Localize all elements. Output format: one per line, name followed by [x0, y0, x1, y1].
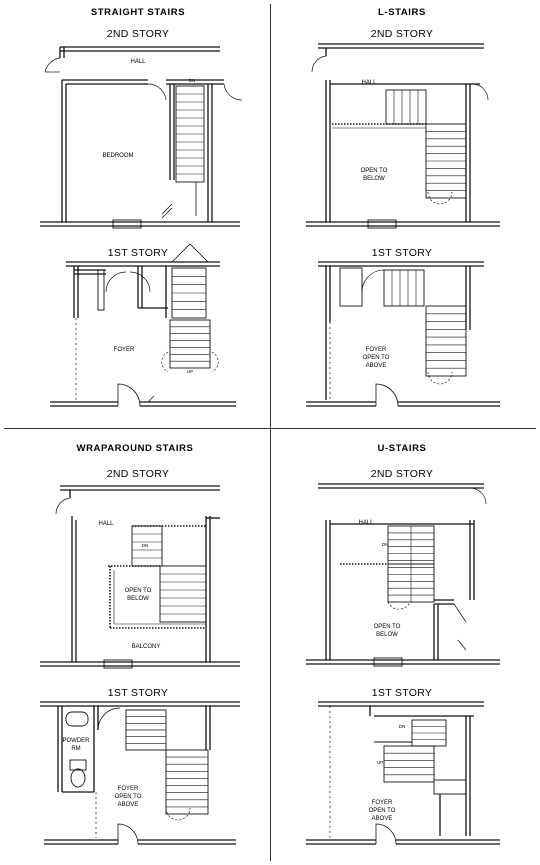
stair-treads-l-upper: [394, 90, 466, 191]
stair-treads-straight-lower: [170, 276, 210, 361]
stair-treads-straight-upper: [176, 94, 204, 174]
panel-title-straight: STRAIGHT STAIRS: [90, 7, 186, 18]
room-label-powder: POWDER: [62, 738, 90, 744]
room-label-above: ABOVE: [365, 363, 387, 369]
plan-l-upper: [306, 44, 500, 228]
story-label-u-upper: 2ND STORY: [370, 468, 434, 480]
room-label-foyer: FOYER: [371, 800, 393, 806]
room-label-hall: HALL: [358, 520, 374, 526]
room-label-rm: RM: [71, 746, 81, 752]
stair-mark-dn: DN: [398, 724, 406, 729]
plan-wrap-upper: [40, 486, 240, 668]
room-label-hall: HALL: [98, 521, 114, 527]
room-label-open-to: OPEN TO: [373, 624, 401, 630]
panel-title-u: U-STAIRS: [377, 443, 427, 454]
story-label-straight-upper: 2ND STORY: [106, 28, 170, 40]
room-label-below: BELOW: [376, 632, 398, 638]
room-label-hall: HALL: [130, 59, 146, 65]
room-label-foyer: FOYER: [113, 347, 135, 353]
room-label-open-to: OPEN TO: [124, 588, 152, 594]
stair-mark-up: UP: [376, 760, 384, 765]
room-label-below: BELOW: [127, 596, 149, 602]
stair-treads-u-lower: [384, 727, 446, 775]
story-label-u-lower: 1ST STORY: [371, 687, 433, 699]
panel-title-l: L-STAIRS: [378, 7, 426, 18]
room-label-above: ABOVE: [371, 816, 393, 822]
room-label-open-to: OPEN TO: [368, 808, 396, 814]
plan-l-lower: [306, 262, 500, 406]
stair-mark-dn: DN: [188, 78, 196, 83]
room-label-above: ABOVE: [117, 802, 139, 808]
room-label-bedroom: BEDROOM: [102, 153, 134, 159]
story-label-wrap-lower: 1ST STORY: [107, 687, 169, 699]
room-label-foyer: FOYER: [365, 347, 387, 353]
room-label-below: BELOW: [363, 176, 385, 182]
story-label-l-lower: 1ST STORY: [371, 247, 433, 259]
story-label-straight-lower: 1ST STORY: [107, 247, 169, 259]
panel-title-wraparound: WRAPAROUND STAIRS: [76, 443, 194, 454]
stair-mark-up: UP: [186, 369, 194, 374]
story-label-l-upper: 2ND STORY: [370, 28, 434, 40]
stair-treads-l-lower: [392, 270, 466, 368]
room-label-hall: HALL: [361, 80, 377, 86]
stair-mark-dn: DN: [381, 542, 389, 547]
room-label-open-to: OPEN TO: [114, 794, 142, 800]
room-label-open-to: OPEN TO: [362, 355, 390, 361]
room-label-open-to: OPEN TO: [360, 168, 388, 174]
stair-mark-dn: DN: [141, 543, 149, 548]
room-label-foyer: FOYER: [117, 786, 139, 792]
plan-straight-upper: [40, 47, 242, 228]
plan-straight-lower: [50, 244, 236, 406]
story-label-wrap-upper: 2ND STORY: [106, 468, 170, 480]
plan-u-upper: [306, 484, 500, 666]
room-label-balcony: BALCONY: [131, 644, 161, 650]
